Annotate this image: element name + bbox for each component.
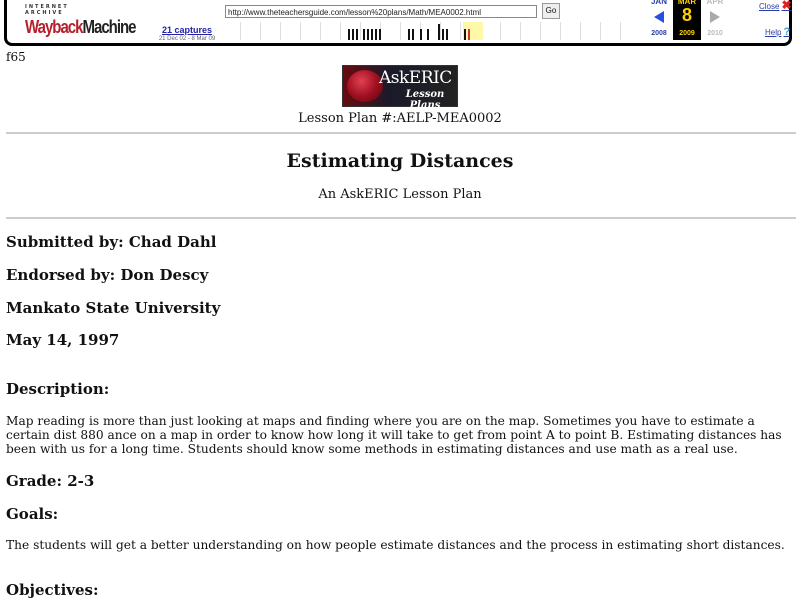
current-capture: MAR 8 2009 bbox=[673, 0, 701, 40]
page-title: Estimating Distances bbox=[286, 150, 514, 172]
logo-wayback-text: Wayback bbox=[25, 16, 83, 38]
description-text: Map reading is more than just looking at maps and finding where you are on the map. Sometimes you have to estimate a certain dist 880 ance on a map in order to know how long it will take to get from point A to point B. Estimating distances has been with us for a long time. Students should know some methods in estimating distances and use math as a real use. bbox=[6, 414, 782, 456]
arrow-left-icon[interactable] bbox=[654, 11, 664, 23]
objectives-heading: Objectives: bbox=[6, 581, 99, 599]
divider bbox=[6, 132, 796, 134]
current-capture-marker bbox=[468, 29, 470, 40]
current-year-highlight bbox=[463, 22, 483, 40]
page-header bbox=[0, 65, 800, 126]
captures-link[interactable]: 21 captures bbox=[161, 25, 213, 35]
help-icon[interactable]: ? bbox=[783, 26, 791, 38]
institution: Mankato State University bbox=[6, 299, 221, 317]
goals-heading: Goals: bbox=[6, 505, 59, 523]
goals-text: The students will get a better understanding on how people estimate distances and the process in estimating short distances. bbox=[6, 538, 785, 552]
page-subtitle: An AskERIC Lesson Plan bbox=[318, 187, 482, 202]
grade-heading: Grade: 2-3 bbox=[6, 472, 95, 490]
capture-timeline[interactable] bbox=[240, 22, 638, 40]
prev-capture[interactable]: JAN 2008 bbox=[650, 0, 667, 37]
page-code: f65 bbox=[6, 50, 26, 64]
apple-icon bbox=[347, 70, 383, 102]
captures-range: 21 Dec 02 - 8 Mar 09 bbox=[158, 36, 216, 42]
go-button[interactable]: Go bbox=[542, 3, 560, 19]
next-capture[interactable]: APR 2010 bbox=[706, 0, 724, 37]
lesson-plan-number: Lesson Plan #:AELP-MEA0002 bbox=[298, 111, 502, 126]
wayback-logo[interactable] bbox=[25, 4, 136, 38]
close-link[interactable]: Close ✖ bbox=[759, 0, 792, 12]
date-navigator bbox=[645, 0, 735, 40]
date: May 14, 1997 bbox=[6, 331, 120, 349]
submitted-by: Submitted by: Chad Dahl bbox=[6, 233, 217, 251]
askeric-logo: AskERIC Lesson Plans bbox=[342, 65, 458, 107]
help-link[interactable]: Help ? bbox=[765, 26, 791, 38]
description-heading: Description: bbox=[6, 380, 110, 398]
internet-archive-label: INTERNET ARCHIVE bbox=[25, 4, 69, 16]
divider bbox=[6, 217, 796, 219]
close-icon[interactable]: ✖ bbox=[781, 0, 792, 12]
logo-machine-text: Machine bbox=[82, 16, 136, 38]
endorsed-by: Endorsed by: Don Descy bbox=[6, 266, 209, 284]
wayback-toolbar bbox=[4, 0, 792, 46]
url-input[interactable]: http://www.theteachersguide.com/lesson%20plans/Math/MEA0002.html bbox=[225, 5, 537, 18]
arrow-right-icon[interactable] bbox=[710, 11, 720, 23]
captures-info bbox=[137, 25, 237, 42]
